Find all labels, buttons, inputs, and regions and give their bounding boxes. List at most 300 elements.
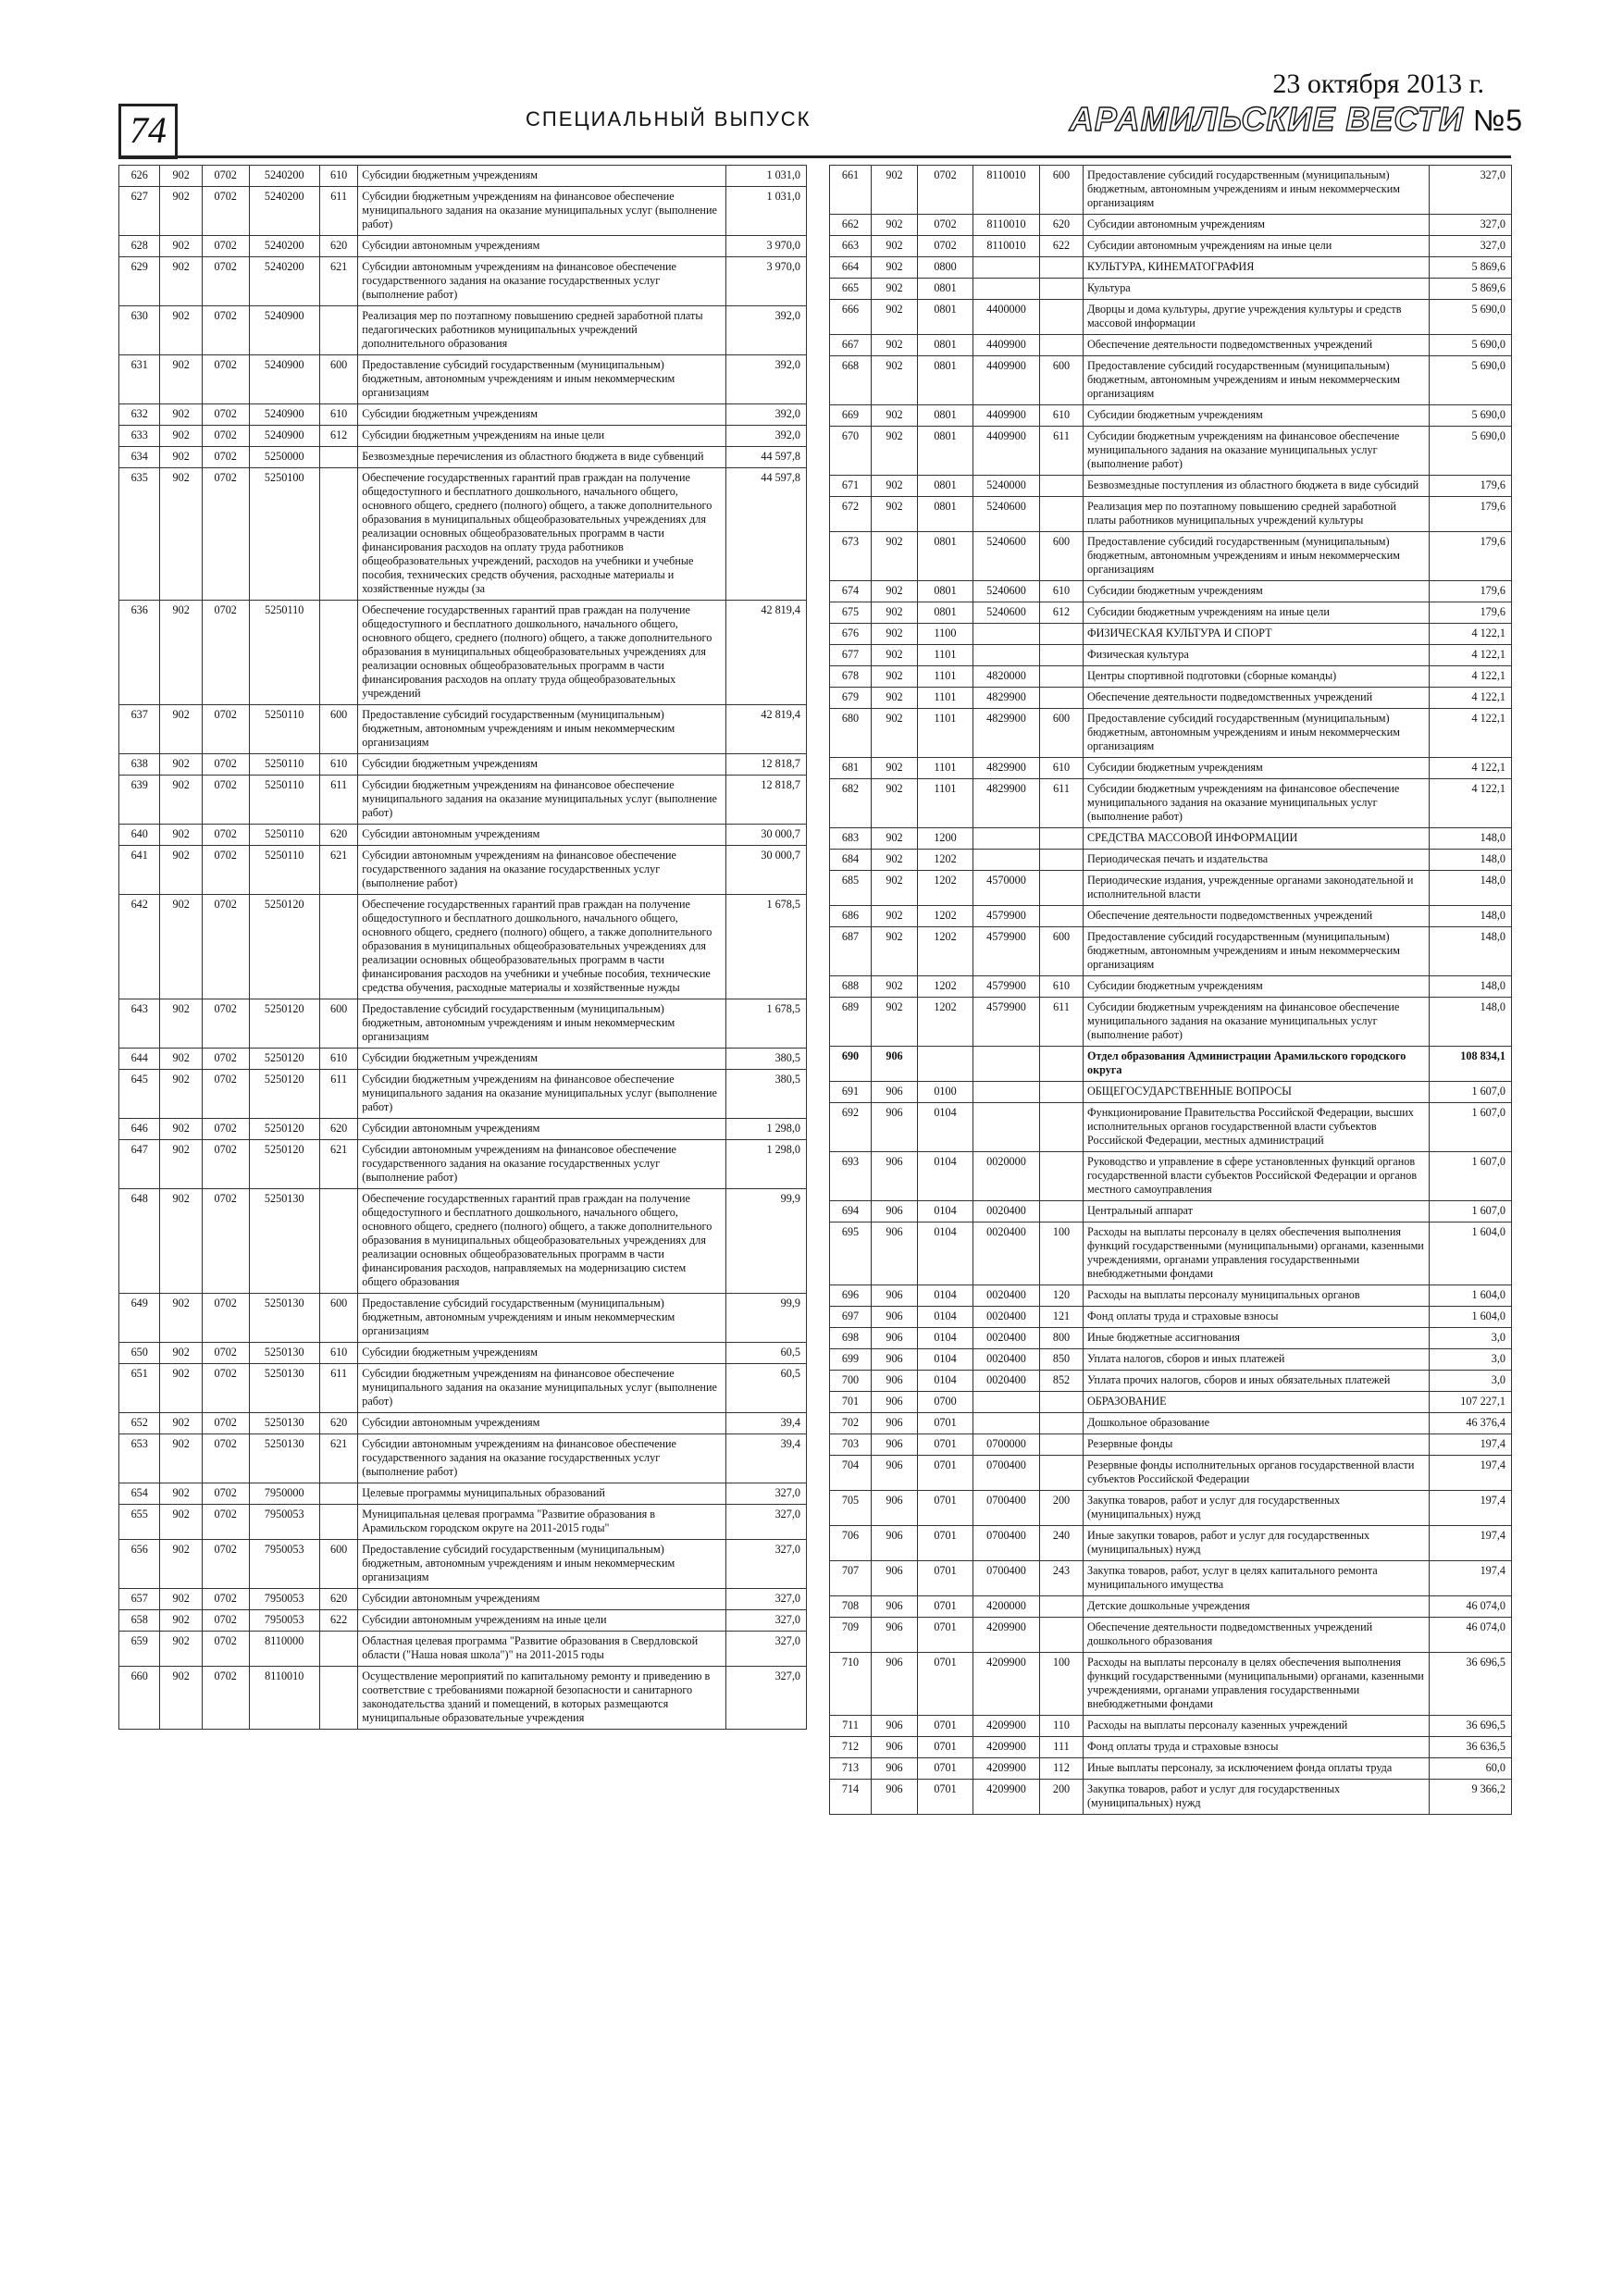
row-number-cell: 679 bbox=[830, 688, 872, 709]
expense-name-cell: Субсидии автономным учреждениям bbox=[358, 1119, 726, 1140]
table-row bbox=[119, 468, 807, 601]
department-code-cell: 902 bbox=[872, 624, 918, 645]
target-article-code-cell: 5240900 bbox=[249, 306, 319, 355]
row-number-cell: 650 bbox=[119, 1343, 160, 1364]
expense-name-cell: Обеспечение деятельности подведомственных учреждений bbox=[1084, 688, 1430, 709]
row-number-cell: 714 bbox=[830, 1780, 872, 1815]
expense-type-code-cell: 600 bbox=[319, 1540, 357, 1589]
department-code-cell: 906 bbox=[872, 1349, 918, 1371]
expense-type-code-cell: 611 bbox=[1040, 779, 1084, 828]
expense-name-cell: Предоставление субсидий государственным (муниципальным) бюджетным, автономным учреждениям и иным некоммерческим организациям bbox=[1084, 709, 1430, 758]
row-number-cell: 628 bbox=[119, 236, 160, 257]
section-code-cell: 0702 bbox=[202, 1294, 249, 1343]
expense-type-code-cell: 620 bbox=[319, 236, 357, 257]
target-article-code-cell: 5250110 bbox=[249, 705, 319, 754]
expense-type-code-cell bbox=[319, 447, 357, 468]
row-number-cell: 634 bbox=[119, 447, 160, 468]
section-code-cell: 0702 bbox=[918, 215, 973, 236]
section-code-cell: 0700 bbox=[918, 1392, 973, 1413]
row-number-cell: 645 bbox=[119, 1070, 160, 1119]
target-article-code-cell: 8110010 bbox=[973, 236, 1040, 257]
target-article-code-cell: 5240200 bbox=[249, 166, 319, 187]
department-code-cell: 902 bbox=[160, 999, 202, 1049]
table-row bbox=[830, 1758, 1512, 1780]
expense-type-code-cell: 800 bbox=[1040, 1328, 1084, 1349]
section-code-cell: 0701 bbox=[918, 1653, 973, 1716]
target-article-code-cell: 4829900 bbox=[973, 779, 1040, 828]
table-row bbox=[830, 1434, 1512, 1456]
amount-cell: 5 690,0 bbox=[1430, 405, 1512, 427]
row-number-cell: 659 bbox=[119, 1632, 160, 1667]
section-code-cell: 0801 bbox=[918, 335, 973, 356]
target-article-code-cell: 0020400 bbox=[973, 1349, 1040, 1371]
section-code-cell: 0702 bbox=[202, 1364, 249, 1413]
table-row bbox=[119, 1434, 807, 1483]
expense-type-code-cell bbox=[1040, 1434, 1084, 1456]
budget-table-right bbox=[829, 165, 1512, 1815]
department-code-cell: 902 bbox=[872, 927, 918, 976]
target-article-code-cell bbox=[973, 279, 1040, 300]
section-code-cell: 0702 bbox=[202, 1049, 249, 1070]
department-code-cell: 902 bbox=[160, 1610, 202, 1632]
department-code-cell: 902 bbox=[160, 1140, 202, 1189]
table-row bbox=[830, 1737, 1512, 1758]
amount-cell: 3,0 bbox=[1430, 1371, 1512, 1392]
table-row bbox=[830, 758, 1512, 779]
section-code-cell: 0701 bbox=[918, 1413, 973, 1434]
target-article-code-cell: 0020400 bbox=[973, 1328, 1040, 1349]
target-article-code-cell: 5250130 bbox=[249, 1434, 319, 1483]
expense-name-cell: Расходы на выплаты персоналу в целях обеспечения выполнения функций государственными (муниципальными) органами, казенными учреждениями, органами управления государственными внебюджетными фондами bbox=[1084, 1222, 1430, 1285]
section-code-cell: 0801 bbox=[918, 476, 973, 497]
section-code-cell: 1202 bbox=[918, 976, 973, 998]
amount-cell: 327,0 bbox=[726, 1540, 807, 1589]
target-article-code-cell bbox=[973, 828, 1040, 850]
expense-name-cell: Резервные фонды исполнительных органов государственной власти субъектов Российской Федерации bbox=[1084, 1456, 1430, 1491]
section-code-cell: 0702 bbox=[202, 404, 249, 426]
section-code-cell: 0701 bbox=[918, 1434, 973, 1456]
expense-name-cell: Субсидии автономным учреждениям на финансовое обеспечение государственного задания на оказание государственных услуг (выполнение работ) bbox=[358, 257, 726, 306]
section-code-cell: 0701 bbox=[918, 1780, 973, 1815]
department-code-cell: 902 bbox=[160, 236, 202, 257]
row-number-cell: 642 bbox=[119, 895, 160, 999]
table-row bbox=[119, 1540, 807, 1589]
row-number-cell: 639 bbox=[119, 776, 160, 825]
expense-type-code-cell bbox=[319, 1189, 357, 1294]
row-number-cell: 630 bbox=[119, 306, 160, 355]
department-code-cell: 902 bbox=[160, 1049, 202, 1070]
expense-name-cell: ФИЗИЧЕСКАЯ КУЛЬТУРА И СПОРТ bbox=[1084, 624, 1430, 645]
table-row bbox=[830, 624, 1512, 645]
section-code-cell: 0702 bbox=[202, 1667, 249, 1730]
row-number-cell: 640 bbox=[119, 825, 160, 846]
amount-cell: 4 122,1 bbox=[1430, 688, 1512, 709]
table-row bbox=[119, 426, 807, 447]
table-row bbox=[830, 1201, 1512, 1222]
row-number-cell: 641 bbox=[119, 846, 160, 895]
expense-name-cell: ОБРАЗОВАНИЕ bbox=[1084, 1392, 1430, 1413]
row-number-cell: 669 bbox=[830, 405, 872, 427]
amount-cell: 327,0 bbox=[1430, 166, 1512, 215]
section-code-cell: 0702 bbox=[202, 1632, 249, 1667]
expense-type-code-cell: 111 bbox=[1040, 1737, 1084, 1758]
target-article-code-cell: 5250000 bbox=[249, 447, 319, 468]
expense-name-cell: Субсидии автономным учреждениям на финансовое обеспечение государственного задания на оказание государственных услуг (выполнение работ) bbox=[358, 1434, 726, 1483]
section-code-cell: 0702 bbox=[202, 1343, 249, 1364]
department-code-cell: 902 bbox=[160, 1364, 202, 1413]
expense-name-cell: Иные бюджетные ассигнования bbox=[1084, 1328, 1430, 1349]
expense-type-code-cell: 610 bbox=[1040, 405, 1084, 427]
table-row bbox=[830, 1561, 1512, 1596]
section-code-cell: 0801 bbox=[918, 532, 973, 581]
amount-cell: 4 122,1 bbox=[1430, 779, 1512, 828]
department-code-cell: 902 bbox=[160, 355, 202, 404]
amount-cell: 327,0 bbox=[726, 1589, 807, 1610]
expense-name-cell: Субсидии бюджетным учреждениям bbox=[358, 1343, 726, 1364]
section-code-cell: 0702 bbox=[202, 754, 249, 776]
section-code-cell: 0702 bbox=[202, 1540, 249, 1589]
department-code-cell: 902 bbox=[160, 705, 202, 754]
expense-name-cell: Предоставление субсидий государственным (муниципальным) бюджетным, автономным учреждениям и иным некоммерческим организациям bbox=[358, 1294, 726, 1343]
amount-cell: 9 366,2 bbox=[1430, 1780, 1512, 1815]
amount-cell: 46 074,0 bbox=[1430, 1618, 1512, 1653]
department-code-cell: 902 bbox=[872, 850, 918, 871]
target-article-code-cell: 5250130 bbox=[249, 1343, 319, 1364]
department-code-cell: 906 bbox=[872, 1328, 918, 1349]
expense-type-code-cell bbox=[1040, 1596, 1084, 1618]
newspaper-masthead bbox=[1070, 100, 1523, 139]
expense-name-cell: Центры спортивной подготовки (сборные команды) bbox=[1084, 666, 1430, 688]
page-number: 74 bbox=[118, 104, 178, 159]
amount-cell: 107 227,1 bbox=[1430, 1392, 1512, 1413]
section-code-cell: 0702 bbox=[202, 776, 249, 825]
section-code-cell: 0801 bbox=[918, 300, 973, 335]
row-number-cell: 706 bbox=[830, 1526, 872, 1561]
target-article-code-cell: 5250110 bbox=[249, 601, 319, 705]
expense-name-cell: Дворцы и дома культуры, другие учреждения культуры и средств массовой информации bbox=[1084, 300, 1430, 335]
expense-name-cell: Обеспечение государственных гарантий прав граждан на получение общедоступного и бесплатного дошкольного, начального общего, основного общего, среднего (полного) общего, а также дополнительного образования в муниципальных общеобразовательных учреждениях для реализации основных общеобразовательных программ в части финансирования расходов на учебники и учебные пособия, технические средства обучения, расходные материалы и хозяйственные нужды bbox=[358, 895, 726, 999]
section-code-cell: 0702 bbox=[202, 895, 249, 999]
amount-cell: 60,0 bbox=[1430, 1758, 1512, 1780]
department-code-cell: 902 bbox=[872, 709, 918, 758]
expense-name-cell: Уплата прочих налогов, сборов и иных обязательных платежей bbox=[1084, 1371, 1430, 1392]
amount-cell: 1 604,0 bbox=[1430, 1285, 1512, 1307]
expense-name-cell: Субсидии бюджетным учреждениям bbox=[358, 1049, 726, 1070]
target-article-code-cell: 5240000 bbox=[973, 476, 1040, 497]
expense-type-code-cell: 610 bbox=[319, 754, 357, 776]
amount-cell: 108 834,1 bbox=[1430, 1047, 1512, 1082]
expense-type-code-cell: 610 bbox=[319, 404, 357, 426]
row-number-cell: 681 bbox=[830, 758, 872, 779]
table-row bbox=[830, 1047, 1512, 1082]
section-code-cell: 1202 bbox=[918, 871, 973, 906]
amount-cell: 4 122,1 bbox=[1430, 758, 1512, 779]
amount-cell: 197,4 bbox=[1430, 1526, 1512, 1561]
expense-name-cell: Предоставление субсидий государственным (муниципальным) бюджетным, автономным учреждениям и иным некоммерческим организациям bbox=[1084, 166, 1430, 215]
amount-cell: 42 819,4 bbox=[726, 705, 807, 754]
amount-cell: 327,0 bbox=[1430, 236, 1512, 257]
expense-type-code-cell: 611 bbox=[319, 187, 357, 236]
row-number-cell: 658 bbox=[119, 1610, 160, 1632]
amount-cell: 197,4 bbox=[1430, 1561, 1512, 1596]
table-row bbox=[119, 1413, 807, 1434]
section-code-cell: 0801 bbox=[918, 581, 973, 602]
target-article-code-cell: 7950053 bbox=[249, 1540, 319, 1589]
table-row bbox=[830, 976, 1512, 998]
expense-type-code-cell bbox=[1040, 335, 1084, 356]
section-code-cell: 1202 bbox=[918, 927, 973, 976]
table-row bbox=[830, 1456, 1512, 1491]
row-number-cell: 709 bbox=[830, 1618, 872, 1653]
expense-name-cell: Предоставление субсидий государственным (муниципальным) бюджетным, автономным учреждениям и иным некоммерческим организациям bbox=[358, 705, 726, 754]
target-article-code-cell: 5240600 bbox=[973, 532, 1040, 581]
amount-cell: 179,6 bbox=[1430, 497, 1512, 532]
amount-cell: 197,4 bbox=[1430, 1434, 1512, 1456]
department-code-cell: 902 bbox=[160, 895, 202, 999]
row-number-cell: 657 bbox=[119, 1589, 160, 1610]
table-row bbox=[119, 306, 807, 355]
expense-name-cell: Расходы на выплаты персоналу муниципальных органов bbox=[1084, 1285, 1430, 1307]
row-number-cell: 675 bbox=[830, 602, 872, 624]
amount-cell: 1 031,0 bbox=[726, 166, 807, 187]
department-code-cell: 902 bbox=[872, 828, 918, 850]
department-code-cell: 906 bbox=[872, 1082, 918, 1103]
row-number-cell: 683 bbox=[830, 828, 872, 850]
row-number-cell: 638 bbox=[119, 754, 160, 776]
row-number-cell: 646 bbox=[119, 1119, 160, 1140]
expense-name-cell: Дошкольное образование bbox=[1084, 1413, 1430, 1434]
department-code-cell: 902 bbox=[160, 846, 202, 895]
target-article-code-cell: 5240600 bbox=[973, 581, 1040, 602]
row-number-cell: 637 bbox=[119, 705, 160, 754]
expense-name-cell: Уплата налогов, сборов и иных платежей bbox=[1084, 1349, 1430, 1371]
section-code-cell: 1101 bbox=[918, 758, 973, 779]
expense-name-cell: Предоставление субсидий государственным (муниципальным) бюджетным, автономным учреждениям и иным некоммерческим организациям bbox=[358, 1540, 726, 1589]
expense-name-cell: Субсидии бюджетным учреждениям на финансовое обеспечение муниципального задания на оказание муниципальных услуг (выполнение работ) bbox=[1084, 427, 1430, 476]
expense-type-code-cell bbox=[319, 1505, 357, 1540]
department-code-cell: 906 bbox=[872, 1307, 918, 1328]
expense-name-cell: Физическая культура bbox=[1084, 645, 1430, 666]
department-code-cell: 902 bbox=[160, 1119, 202, 1140]
expense-type-code-cell: 610 bbox=[319, 1049, 357, 1070]
section-code-cell: 0104 bbox=[918, 1103, 973, 1152]
row-number-cell: 710 bbox=[830, 1653, 872, 1716]
expense-type-code-cell bbox=[319, 895, 357, 999]
expense-type-code-cell bbox=[319, 468, 357, 601]
row-number-cell: 702 bbox=[830, 1413, 872, 1434]
target-article-code-cell: 4409900 bbox=[973, 427, 1040, 476]
expense-name-cell: Безвозмездные перечисления из областного бюджета в виде субвенций bbox=[358, 447, 726, 468]
table-row bbox=[830, 476, 1512, 497]
target-article-code-cell: 4820000 bbox=[973, 666, 1040, 688]
row-number-cell: 687 bbox=[830, 927, 872, 976]
department-code-cell: 902 bbox=[872, 405, 918, 427]
section-code-cell: 1200 bbox=[918, 828, 973, 850]
expense-name-cell: Закупка товаров, работ, услуг в целях капитального ремонта муниципального имущества bbox=[1084, 1561, 1430, 1596]
target-article-code-cell: 5250130 bbox=[249, 1364, 319, 1413]
department-code-cell: 906 bbox=[872, 1285, 918, 1307]
department-code-cell: 906 bbox=[872, 1392, 918, 1413]
expense-type-code-cell bbox=[1040, 257, 1084, 279]
expense-type-code-cell: 622 bbox=[1040, 236, 1084, 257]
issue-number: №5 bbox=[1472, 104, 1523, 137]
section-code-cell: 0702 bbox=[202, 1589, 249, 1610]
target-article-code-cell: 7950000 bbox=[249, 1483, 319, 1505]
expense-type-code-cell bbox=[1040, 1103, 1084, 1152]
expense-name-cell: ОБЩЕГОСУДАРСТВЕННЫЕ ВОПРОСЫ bbox=[1084, 1082, 1430, 1103]
target-article-code-cell: 0020400 bbox=[973, 1201, 1040, 1222]
row-number-cell: 690 bbox=[830, 1047, 872, 1082]
department-code-cell: 902 bbox=[872, 688, 918, 709]
amount-cell: 39,4 bbox=[726, 1434, 807, 1483]
table-row bbox=[830, 1307, 1512, 1328]
table-row bbox=[119, 1632, 807, 1667]
department-code-cell: 906 bbox=[872, 1737, 918, 1758]
table-row bbox=[119, 355, 807, 404]
expense-type-code-cell: 100 bbox=[1040, 1222, 1084, 1285]
expense-name-cell: Закупка товаров, работ и услуг для государственных (муниципальных) нужд bbox=[1084, 1780, 1430, 1815]
target-article-code-cell: 4829900 bbox=[973, 688, 1040, 709]
amount-cell: 3,0 bbox=[1430, 1349, 1512, 1371]
section-code-cell: 0702 bbox=[202, 999, 249, 1049]
target-article-code-cell: 4570000 bbox=[973, 871, 1040, 906]
expense-type-code-cell bbox=[1040, 1392, 1084, 1413]
section-code-cell: 0702 bbox=[202, 1070, 249, 1119]
amount-cell: 1 607,0 bbox=[1430, 1152, 1512, 1201]
amount-cell: 1 604,0 bbox=[1430, 1222, 1512, 1285]
row-number-cell: 655 bbox=[119, 1505, 160, 1540]
section-code-cell: 1202 bbox=[918, 850, 973, 871]
table-row bbox=[119, 1364, 807, 1413]
department-code-cell: 902 bbox=[872, 779, 918, 828]
amount-cell: 36 636,5 bbox=[1430, 1737, 1512, 1758]
section-code-cell: 0702 bbox=[202, 1434, 249, 1483]
target-article-code-cell: 5240200 bbox=[249, 257, 319, 306]
amount-cell: 197,4 bbox=[1430, 1491, 1512, 1526]
row-number-cell: 692 bbox=[830, 1103, 872, 1152]
section-code-cell: 0702 bbox=[202, 846, 249, 895]
row-number-cell: 627 bbox=[119, 187, 160, 236]
expense-name-cell: Субсидии автономным учреждениям на финансовое обеспечение государственного задания на оказание государственных услуг (выполнение работ) bbox=[358, 1140, 726, 1189]
amount-cell: 5 869,6 bbox=[1430, 279, 1512, 300]
target-article-code-cell: 5250120 bbox=[249, 999, 319, 1049]
expense-type-code-cell: 200 bbox=[1040, 1491, 1084, 1526]
table-row bbox=[830, 166, 1512, 215]
expense-name-cell: Предоставление субсидий государственным (муниципальным) бюджетным, автономным учреждениям и иным некоммерческим организациям bbox=[358, 355, 726, 404]
expense-type-code-cell: 610 bbox=[1040, 581, 1084, 602]
expense-name-cell: Субсидии автономным учреждениям bbox=[1084, 215, 1430, 236]
target-article-code-cell: 5250130 bbox=[249, 1413, 319, 1434]
issue-date: 23 октября 2013 г. bbox=[1272, 68, 1484, 99]
table-row bbox=[830, 1285, 1512, 1307]
target-article-code-cell: 7950053 bbox=[249, 1505, 319, 1540]
expense-type-code-cell: 611 bbox=[319, 1070, 357, 1119]
row-number-cell: 705 bbox=[830, 1491, 872, 1526]
expense-name-cell: Субсидии автономным учреждениям на финансовое обеспечение государственного задания на оказание государственных услуг (выполнение работ) bbox=[358, 846, 726, 895]
table-row bbox=[119, 754, 807, 776]
section-code-cell: 0702 bbox=[202, 1413, 249, 1434]
section-code-cell: 0701 bbox=[918, 1456, 973, 1491]
target-article-code-cell: 4409900 bbox=[973, 335, 1040, 356]
target-article-code-cell: 4829900 bbox=[973, 709, 1040, 758]
section-code-cell: 1101 bbox=[918, 645, 973, 666]
expense-type-code-cell bbox=[1040, 688, 1084, 709]
expense-name-cell: Субсидии бюджетным учреждениям bbox=[1084, 976, 1430, 998]
expense-name-cell: Субсидии бюджетным учреждениям на финансовое обеспечение муниципального задания на оказание муниципальных услуг (выполнение работ) bbox=[358, 1364, 726, 1413]
amount-cell: 392,0 bbox=[726, 355, 807, 404]
amount-cell: 148,0 bbox=[1430, 828, 1512, 850]
row-number-cell: 644 bbox=[119, 1049, 160, 1070]
department-code-cell: 906 bbox=[872, 1047, 918, 1082]
expense-name-cell: КУЛЬТУРА, КИНЕМАТОГРАФИЯ bbox=[1084, 257, 1430, 279]
target-article-code-cell: 8110010 bbox=[973, 215, 1040, 236]
expense-name-cell: Субсидии бюджетным учреждениям на финансовое обеспечение муниципального задания на оказание муниципальных услуг (выполнение работ) bbox=[358, 1070, 726, 1119]
department-code-cell: 902 bbox=[872, 166, 918, 215]
amount-cell: 1 678,5 bbox=[726, 999, 807, 1049]
section-code-cell: 1101 bbox=[918, 709, 973, 758]
department-code-cell: 902 bbox=[872, 666, 918, 688]
section-code-cell bbox=[918, 1047, 973, 1082]
expense-name-cell: Субсидии автономным учреждениям bbox=[358, 1589, 726, 1610]
department-code-cell: 902 bbox=[160, 601, 202, 705]
section-code-cell: 1101 bbox=[918, 666, 973, 688]
amount-cell: 1 604,0 bbox=[1430, 1307, 1512, 1328]
expense-type-code-cell bbox=[1040, 1082, 1084, 1103]
department-code-cell: 906 bbox=[872, 1561, 918, 1596]
table-row bbox=[830, 850, 1512, 871]
amount-cell: 380,5 bbox=[726, 1049, 807, 1070]
expense-name-cell: Функционирование Правительства Российской Федерации, высших исполнительных органов государственной власти субъектов Российской Федерации, местных администраций bbox=[1084, 1103, 1430, 1152]
amount-cell: 30 000,7 bbox=[726, 846, 807, 895]
expense-type-code-cell bbox=[319, 306, 357, 355]
amount-cell: 179,6 bbox=[1430, 581, 1512, 602]
department-code-cell: 902 bbox=[160, 1294, 202, 1343]
table-row bbox=[119, 1610, 807, 1632]
section-code-cell: 0801 bbox=[918, 497, 973, 532]
target-article-code-cell: 0020400 bbox=[973, 1285, 1040, 1307]
table-row bbox=[830, 709, 1512, 758]
expense-type-code-cell: 600 bbox=[1040, 709, 1084, 758]
expense-type-code-cell: 600 bbox=[1040, 166, 1084, 215]
department-code-cell: 902 bbox=[872, 215, 918, 236]
expense-type-code-cell: 612 bbox=[319, 426, 357, 447]
expense-name-cell: Субсидии бюджетным учреждениям bbox=[1084, 581, 1430, 602]
table-row bbox=[830, 602, 1512, 624]
expense-name-cell: Предоставление субсидий государственным (муниципальным) бюджетным, автономным учреждениям и иным некоммерческим организациям bbox=[1084, 927, 1430, 976]
table-row bbox=[119, 166, 807, 187]
section-code-cell: 0701 bbox=[918, 1716, 973, 1737]
table-row bbox=[830, 215, 1512, 236]
table-row bbox=[830, 1618, 1512, 1653]
target-article-code-cell: 5250120 bbox=[249, 1070, 319, 1119]
target-article-code-cell: 5250120 bbox=[249, 1140, 319, 1189]
table-row bbox=[119, 1589, 807, 1610]
expense-type-code-cell: 110 bbox=[1040, 1716, 1084, 1737]
department-code-cell: 902 bbox=[872, 998, 918, 1047]
expense-name-cell: Безвозмездные поступления из областного бюджета в виде субсидий bbox=[1084, 476, 1430, 497]
table-row bbox=[830, 1596, 1512, 1618]
amount-cell: 60,5 bbox=[726, 1364, 807, 1413]
amount-cell: 36 696,5 bbox=[1430, 1653, 1512, 1716]
department-code-cell: 902 bbox=[160, 1413, 202, 1434]
table-row bbox=[830, 581, 1512, 602]
expense-type-code-cell bbox=[319, 1667, 357, 1730]
section-code-cell: 0702 bbox=[202, 306, 249, 355]
expense-name-cell: Субсидии бюджетным учреждениям bbox=[358, 166, 726, 187]
target-article-code-cell: 4579900 bbox=[973, 906, 1040, 927]
department-code-cell: 906 bbox=[872, 1716, 918, 1737]
expense-type-code-cell: 610 bbox=[319, 166, 357, 187]
